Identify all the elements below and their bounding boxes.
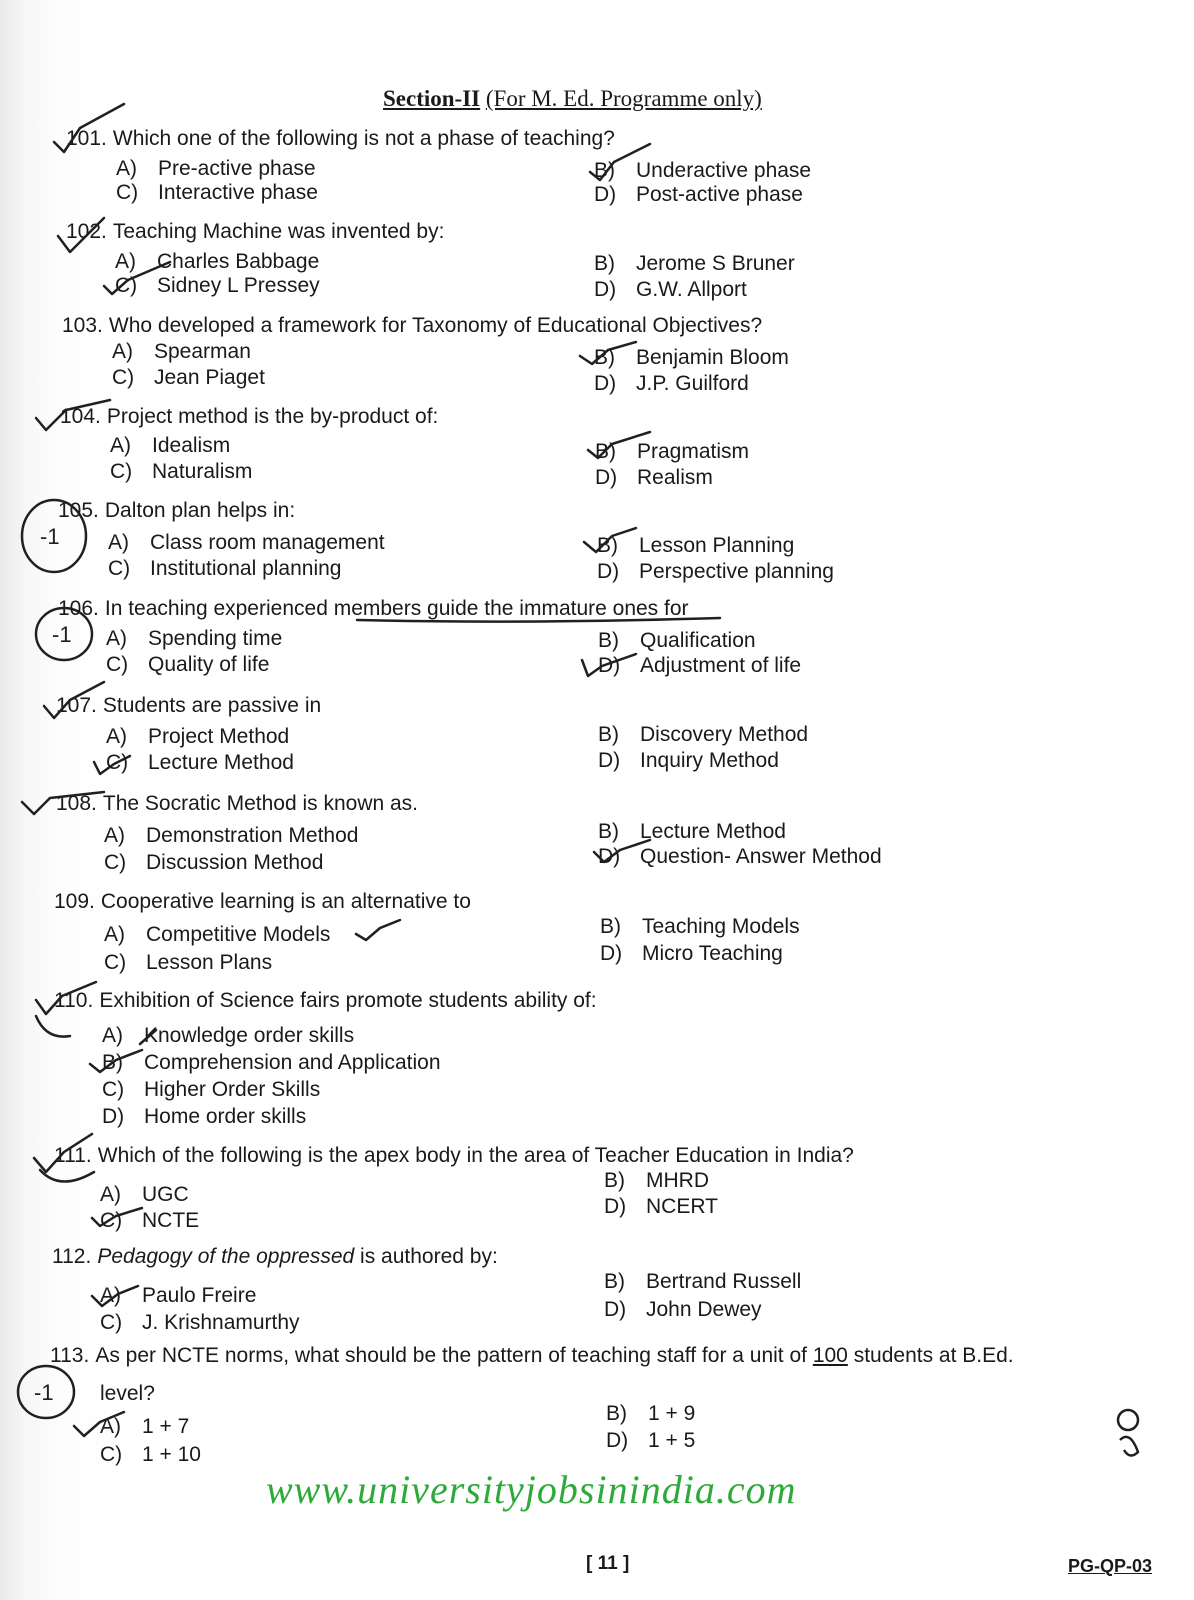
option-b: B) Pragmatism <box>595 440 750 463</box>
option-c: C) Institutional planning <box>108 557 342 580</box>
section-title <box>383 86 762 112</box>
question-113: 113. As per NCTE norms, what should be the pattern of teaching staff for a unit of 100 students at B.Ed. <box>50 1344 1014 1367</box>
question-text: Exhibition of Science fairs promote students ability of: <box>99 989 597 1012</box>
option-b: B) Qualification <box>598 629 756 652</box>
option-b: B) Lecture Method <box>598 820 786 843</box>
book-title: Pedagogy of the oppressed <box>97 1245 355 1268</box>
option-d: D) Realism <box>595 466 713 489</box>
option-c: C) Interactive phase <box>116 181 318 204</box>
option-c: C) Naturalism <box>110 460 253 483</box>
bracket-111 <box>40 1170 94 1182</box>
option-c: C) 1 + 10 <box>100 1443 201 1466</box>
penalty-text-106: -1 <box>52 622 72 647</box>
question-113-continued: level? <box>100 1382 155 1405</box>
option-c: C) Jean Piaget <box>112 366 265 389</box>
question-text: Students are passive in <box>102 694 322 717</box>
option-b: B) MHRD <box>604 1169 709 1192</box>
option-c: C) J. Krishnamurthy <box>100 1311 300 1334</box>
question-text: Who developed a framework for Taxonomy of Educational Objectives? <box>108 314 763 337</box>
option-b: B) Teaching Models <box>600 915 800 938</box>
signature-doodle <box>1118 1410 1138 1430</box>
option-d: D) John Dewey <box>604 1298 762 1321</box>
option-d: D) Post-active phase <box>594 183 803 206</box>
option-a: A) Competitive Models <box>104 923 331 946</box>
option-b: B) Discovery Method <box>598 723 809 746</box>
question-110: 110. Exhibition of Science fairs promote students ability of: <box>54 989 597 1012</box>
paper-code: PG-QP-03 <box>1068 1556 1153 1576</box>
option-a: A) Charles Babbage <box>115 250 320 273</box>
section-subtitle: (For M. Ed. Programme only) <box>485 86 762 111</box>
option-a: A) Spending time <box>106 627 283 650</box>
question-101: 101. Which one of the following is not a phase of teaching? <box>66 127 615 150</box>
question-text: Which one of the following is not a phase of teaching? <box>112 127 615 150</box>
option-d: D) 1 + 5 <box>606 1429 696 1452</box>
option-d: D) J.P. Guilford <box>594 372 749 395</box>
option-b: B) Lesson Planning <box>597 534 795 557</box>
option-a: A) Project Method <box>106 725 290 748</box>
option-c: C) Discussion Method <box>104 851 324 874</box>
question-text: The Socratic Method is known as. <box>102 792 419 815</box>
question-105: 105. Dalton plan helps in: <box>58 499 296 522</box>
site-watermark: www.universityjobsinindia.com <box>266 1467 797 1512</box>
option-c: C) Lecture Method <box>106 751 294 774</box>
option-c: C) Sidney L Pressey <box>115 274 320 297</box>
penalty-text-105: -1 <box>40 524 60 549</box>
penalty-text-113: -1 <box>34 1380 54 1405</box>
option-a: A) Demonstration Method <box>104 824 359 847</box>
question-107: 107. Students are passive in <box>56 694 322 717</box>
question-text: Which of the following is the apex body in the area of Teacher Education in India? <box>97 1144 854 1167</box>
question-106: 106. In teaching experienced members guide the immature ones for <box>58 597 689 620</box>
question-103: 103. Who developed a framework for Taxonomy of Educational Objectives? <box>62 314 763 337</box>
option-a: A) UGC <box>100 1183 189 1206</box>
option-b: B) Underactive phase <box>594 159 812 182</box>
option-d: D) Micro Teaching <box>600 942 783 965</box>
question-109: 109. Cooperative learning is an alternative to <box>54 890 471 913</box>
option-a: A) Pre-active phase <box>116 157 316 180</box>
option-d: D) Home order skills <box>102 1105 307 1128</box>
option-d: D) Inquiry Method <box>598 749 779 772</box>
option-b: B) 1 + 9 <box>606 1402 696 1425</box>
student-count: 100 <box>812 1344 848 1367</box>
option-c: C) Higher Order Skills <box>102 1078 321 1101</box>
page-number: [ 11 ] <box>586 1553 630 1574</box>
bracket-110 <box>36 1016 70 1037</box>
question-text: Project method is the by-product of: <box>106 405 439 428</box>
question-text: Cooperative learning is an alternative to <box>100 890 471 913</box>
option-a: A) Idealism <box>110 434 231 457</box>
option-d: D) NCERT <box>604 1195 718 1218</box>
question-text: In teaching experienced members guide the immature ones for <box>104 597 689 620</box>
option-b: B) Comprehension and Application <box>102 1051 441 1074</box>
option-a: A) Knowledge order skills <box>102 1024 355 1047</box>
question-text: As per NCTE norms, what should be the pattern of teaching staff for a unit of <box>95 1344 813 1367</box>
penalty-circle-113 <box>18 1366 74 1418</box>
option-a: A) Class room management <box>108 531 385 554</box>
question-text: is authored by: <box>354 1245 498 1268</box>
question-112: 112. Pedagogy of the oppressed is authored by: <box>52 1245 498 1268</box>
option-a: A) Paulo Freire <box>100 1284 257 1307</box>
option-b: B) Bertrand Russell <box>604 1270 802 1293</box>
option-c: C) Lesson Plans <box>104 951 273 974</box>
tick-mark-109-a <box>356 920 400 940</box>
option-b: B) Benjamin Bloom <box>594 346 789 369</box>
option-d: D) Adjustment of life <box>598 654 802 677</box>
question-102: 102. Teaching Machine was invented by: <box>66 220 445 243</box>
section-heading: Section-II <box>383 86 481 111</box>
question-111: 111. Which of the following is the apex body in the area of Teacher Education in India? <box>54 1144 854 1167</box>
option-d: D) Question- Answer Method <box>598 845 882 868</box>
question-text: Dalton plan helps in: <box>104 499 296 522</box>
question-104: 104. Project method is the by-product of: <box>60 405 439 428</box>
question-108: 108. The Socratic Method is known as. <box>56 792 419 815</box>
option-d: D) G.W. Allport <box>594 278 747 301</box>
option-c: C) NCTE <box>100 1209 200 1232</box>
option-a: A) 1 + 7 <box>100 1415 190 1438</box>
option-d: D) Perspective planning <box>597 560 834 583</box>
option-a: A) Spearman <box>112 340 251 363</box>
option-c: C) Quality of life <box>106 653 270 676</box>
question-text: Teaching Machine was invented by: <box>112 220 445 243</box>
option-b: B) Jerome S Bruner <box>594 252 795 275</box>
